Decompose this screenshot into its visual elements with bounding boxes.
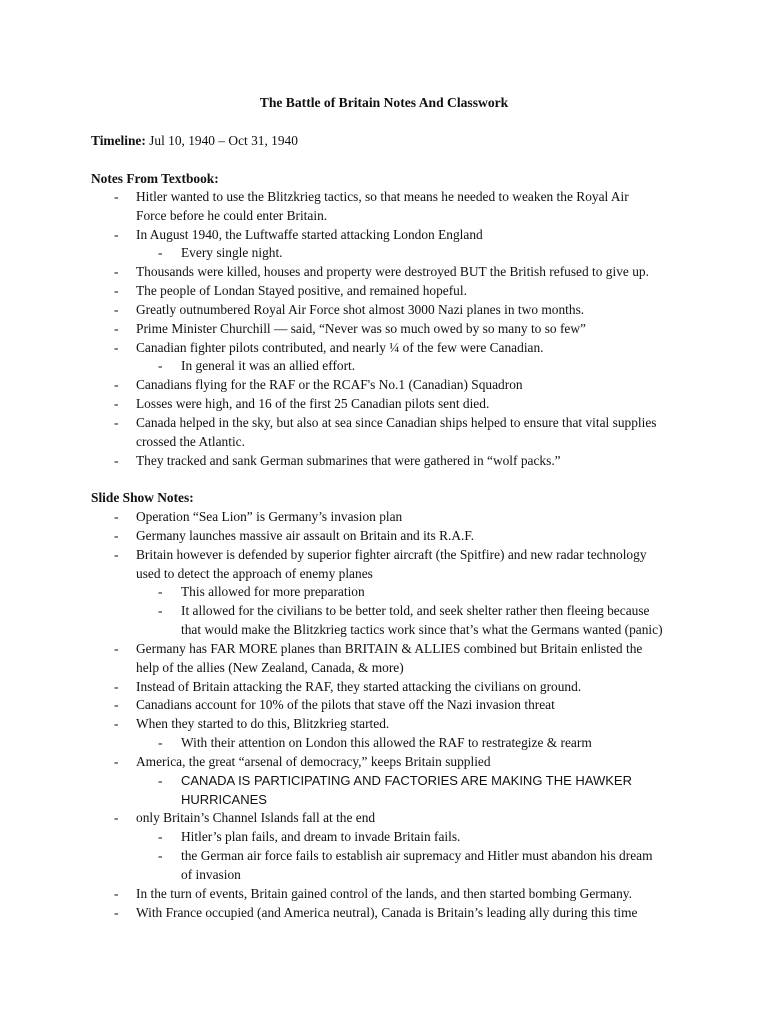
- list-item: With their attention on London this allowed the RAF to restrategize & rearm: [181, 735, 592, 750]
- page-title: The Battle of Britain Notes And Classwork: [259, 95, 509, 110]
- bullet-dash: -: [158, 773, 163, 788]
- bullet-dash: -: [114, 283, 119, 298]
- bullet-dash: -: [114, 886, 119, 901]
- list-item: With France occupied (and America neutral), Canada is Britain’s leading ally during this time: [136, 905, 638, 920]
- bullet-dash: -: [114, 415, 119, 430]
- list-item: Canadians flying for the RAF or the RCAF's No.1 (Canadian) Squadron: [136, 377, 523, 392]
- bullet-dash: -: [114, 227, 119, 242]
- bullet-dash: -: [114, 453, 119, 468]
- list-item: When they started to do this, Blitzkrieg started.: [136, 716, 390, 731]
- list-item: Every single night.: [181, 245, 283, 260]
- timeline-label: Timeline:: [91, 133, 146, 148]
- list-item: crossed the Atlantic.: [136, 434, 245, 449]
- list-item: help of the allies (New Zealand, Canada, & more): [136, 660, 404, 675]
- timeline-value: Jul 10, 1940 – Oct 31, 1940: [145, 133, 298, 148]
- list-item: Thousands were killed, houses and property were destroyed BUT the British refused to give up.: [136, 264, 649, 279]
- list-item: In the turn of events, Britain gained control of the lands, and then started bombing Germany.: [136, 886, 632, 901]
- list-item: CANADA IS PARTICIPATING AND FACTORIES ARE MAKING THE HAWKER: [181, 773, 632, 788]
- slideshow-heading: Slide Show Notes:: [91, 490, 194, 505]
- bullet-dash: -: [114, 679, 119, 694]
- list-item: only Britain’s Channel Islands fall at the end: [136, 810, 376, 825]
- list-item: They tracked and sank German submarines that were gathered in “wolf packs.”: [136, 453, 561, 468]
- list-item: Canada helped in the sky, but also at sea since Canadian ships helped to ensure that vital supplies: [136, 415, 657, 430]
- list-item: Hitler wanted to use the Blitzkrieg tactics, so that means he needed to weaken the Royal Air: [136, 189, 629, 204]
- list-item: of invasion: [181, 867, 241, 882]
- list-item: used to detect the approach of enemy planes: [136, 566, 373, 581]
- bullet-dash: -: [114, 754, 119, 769]
- list-item: It allowed for the civilians to be better told, and seek shelter rather then fleeing because: [181, 603, 650, 618]
- bullet-dash: -: [158, 603, 163, 618]
- bullet-dash: -: [158, 848, 163, 863]
- list-item: Losses were high, and 16 of the first 25 Canadian pilots sent died.: [136, 396, 490, 411]
- list-item: Canadians account for 10% of the pilots that stave off the Nazi invasion threat: [136, 697, 555, 712]
- bullet-dash: -: [158, 829, 163, 844]
- list-item: Instead of Britain attacking the RAF, they started attacking the civilians on ground.: [136, 679, 582, 694]
- bullet-dash: -: [114, 810, 119, 825]
- bullet-dash: -: [114, 697, 119, 712]
- list-item: Hitler’s plan fails, and dream to invade Britain fails.: [181, 829, 461, 844]
- bullet-dash: -: [114, 905, 119, 920]
- list-item: Canadian fighter pilots contributed, and nearly ¼ of the few were Canadian.: [136, 340, 544, 355]
- list-item: America, the great “arsenal of democracy,” keeps Britain supplied: [136, 754, 491, 769]
- bullet-dash: -: [114, 302, 119, 317]
- bullet-dash: -: [158, 584, 163, 599]
- textbook-heading: Notes From Textbook:: [91, 171, 219, 186]
- bullet-dash: -: [114, 641, 119, 656]
- list-item: Germany has FAR MORE planes than BRITAIN & ALLIES combined but Britain enlisted the: [136, 641, 643, 656]
- bullet-dash: -: [114, 528, 119, 543]
- list-item: the German air force fails to establish air supremacy and Hitler must abandon his dream: [181, 848, 653, 863]
- list-item: Germany launches massive air assault on Britain and its R.A.F.: [136, 528, 475, 543]
- list-item: This allowed for more preparation: [181, 584, 365, 599]
- timeline-line: [91, 133, 298, 149]
- bullet-dash: -: [114, 189, 119, 204]
- bullet-dash: -: [114, 509, 119, 524]
- bullet-dash: -: [158, 245, 163, 260]
- list-item: The people of Londan Stayed positive, and remained hopeful.: [136, 283, 467, 298]
- list-item: HURRICANES: [181, 792, 267, 807]
- bullet-dash: -: [114, 321, 119, 336]
- list-item: Force before he could enter Britain.: [136, 208, 328, 223]
- list-item: Britain however is defended by superior fighter aircraft (the Spitfire) and new radar technology: [136, 547, 647, 562]
- list-item: Greatly outnumbered Royal Air Force shot almost 3000 Nazi planes in two months.: [136, 302, 585, 317]
- list-item: In general it was an allied effort.: [181, 358, 356, 373]
- bullet-dash: -: [114, 340, 119, 355]
- bullet-dash: -: [158, 358, 163, 373]
- bullet-dash: -: [114, 264, 119, 279]
- list-item: In August 1940, the Luftwaffe started attacking London England: [136, 227, 483, 242]
- bullet-dash: -: [158, 735, 163, 750]
- bullet-dash: -: [114, 716, 119, 731]
- list-item: that would make the Blitzkrieg tactics work since that’s what the Germans wanted (panic): [181, 622, 663, 637]
- list-item: Prime Minister Churchill — said, “Never was so much owed by so many to so few”: [136, 321, 586, 336]
- list-item: Operation “Sea Lion” is Germany’s invasion plan: [136, 509, 403, 524]
- bullet-dash: -: [114, 396, 119, 411]
- bullet-dash: -: [114, 547, 119, 562]
- bullet-dash: -: [114, 377, 119, 392]
